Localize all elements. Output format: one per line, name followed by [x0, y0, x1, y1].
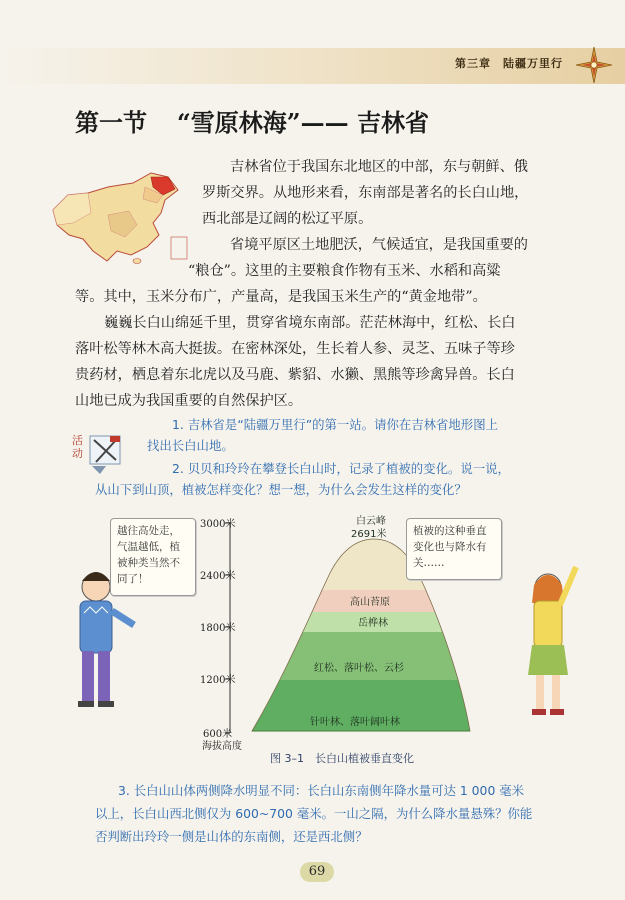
page-number: 69	[300, 862, 334, 882]
activity-question: 找出长白山地。	[147, 438, 234, 453]
activity-question: 从山下到山顶，植被怎样变化？想一想，为什么会发生这样的变化？	[95, 482, 467, 497]
zone-label-mixed: 针叶林、落叶阔叶林	[310, 717, 400, 728]
paragraph-line: 省境平原区土地肥沃，气候适宜，是我国重要的	[230, 237, 528, 253]
peak-height: 2691米	[351, 529, 387, 540]
paragraph-line: 贵药材，栖息着东北虎以及马鹿、紫貂、水獭、黑熊等珍禽异兽。长白	[75, 367, 515, 383]
girl-illustration	[528, 567, 576, 715]
figure-caption: 图 3–1 长白山植被垂直变化	[270, 752, 414, 765]
section-number: 第一节	[75, 108, 147, 137]
y-axis-label: 海拔高度	[202, 741, 242, 752]
activity-question: 2. 贝贝和玲玲在攀登长白山时，记录了植被的变化。说一说，	[172, 461, 510, 476]
paragraph-line: “粮仓”。这里的主要粮食作物有玉米、水稻和高粱	[188, 263, 501, 279]
zone-label-tundra: 高山苔原	[350, 597, 390, 608]
compass-icon	[575, 46, 613, 84]
activity-question: 否判断出玲玲一侧是山体的东南侧，还是西北侧？	[95, 829, 368, 844]
paragraph-line: 巍巍长白山绵延千里，贯穿省境东南部。茫茫林海中，红松、长白	[104, 315, 516, 331]
page-title	[75, 103, 429, 138]
peak-name: 白云峰	[356, 516, 386, 527]
y-tick-label: 1800米	[200, 623, 236, 634]
zone-label-birch: 岳桦林	[358, 618, 388, 629]
activity-question: 1. 吉林省是“陆疆万里行”的第一站。请你在吉林省地形图上	[172, 417, 498, 432]
section-topic: “雪原林海”—— 吉林省	[177, 108, 429, 137]
y-tick-label: 2400米	[200, 571, 236, 582]
china-map-image	[33, 165, 193, 265]
speech-bubble-boy: 越往高处走，气温越低，植被种类当然不同了！	[110, 518, 196, 596]
paragraph-line: 吉林省位于我国东北地区的中部，东与朝鲜、俄	[230, 159, 528, 175]
paragraph-line: 西北部是辽阔的松辽平原。	[202, 211, 373, 227]
y-tick-label: 600米	[203, 729, 233, 740]
paragraph-line: 罗斯交界。从地形来看，东南部是著名的长白山地，	[202, 185, 529, 201]
y-tick-label: 3000米	[200, 519, 236, 530]
activity-label: 活动	[72, 434, 83, 460]
speech-bubble-girl: 植被的这种垂直变化也与降水有关……	[406, 518, 502, 580]
paragraph-line: 落叶松等林木高大挺拔。在密林深处，生长着人参、灵芝、五味子等珍	[75, 341, 515, 357]
zone-label-conifer: 红松、落叶松、云杉	[314, 663, 404, 674]
chapter-title: 第三章 陆疆万里行	[455, 57, 563, 70]
activity-question: 以上，长白山西北侧仅为 600~700 毫米。一山之隔，为什么降水量悬殊？你能	[95, 806, 533, 821]
paragraph-line: 等。其中，玉米分布广，产量高，是我国玉米生产的“黄金地带”。	[75, 289, 487, 305]
activity-question: 3. 长白山山体两侧降水明显不同：长白山东南侧年降水量可达 1 000 毫米	[118, 783, 525, 798]
paragraph-line: 山地已成为我国重要的自然保护区。	[75, 393, 303, 409]
y-tick-label: 1200米	[200, 675, 236, 686]
